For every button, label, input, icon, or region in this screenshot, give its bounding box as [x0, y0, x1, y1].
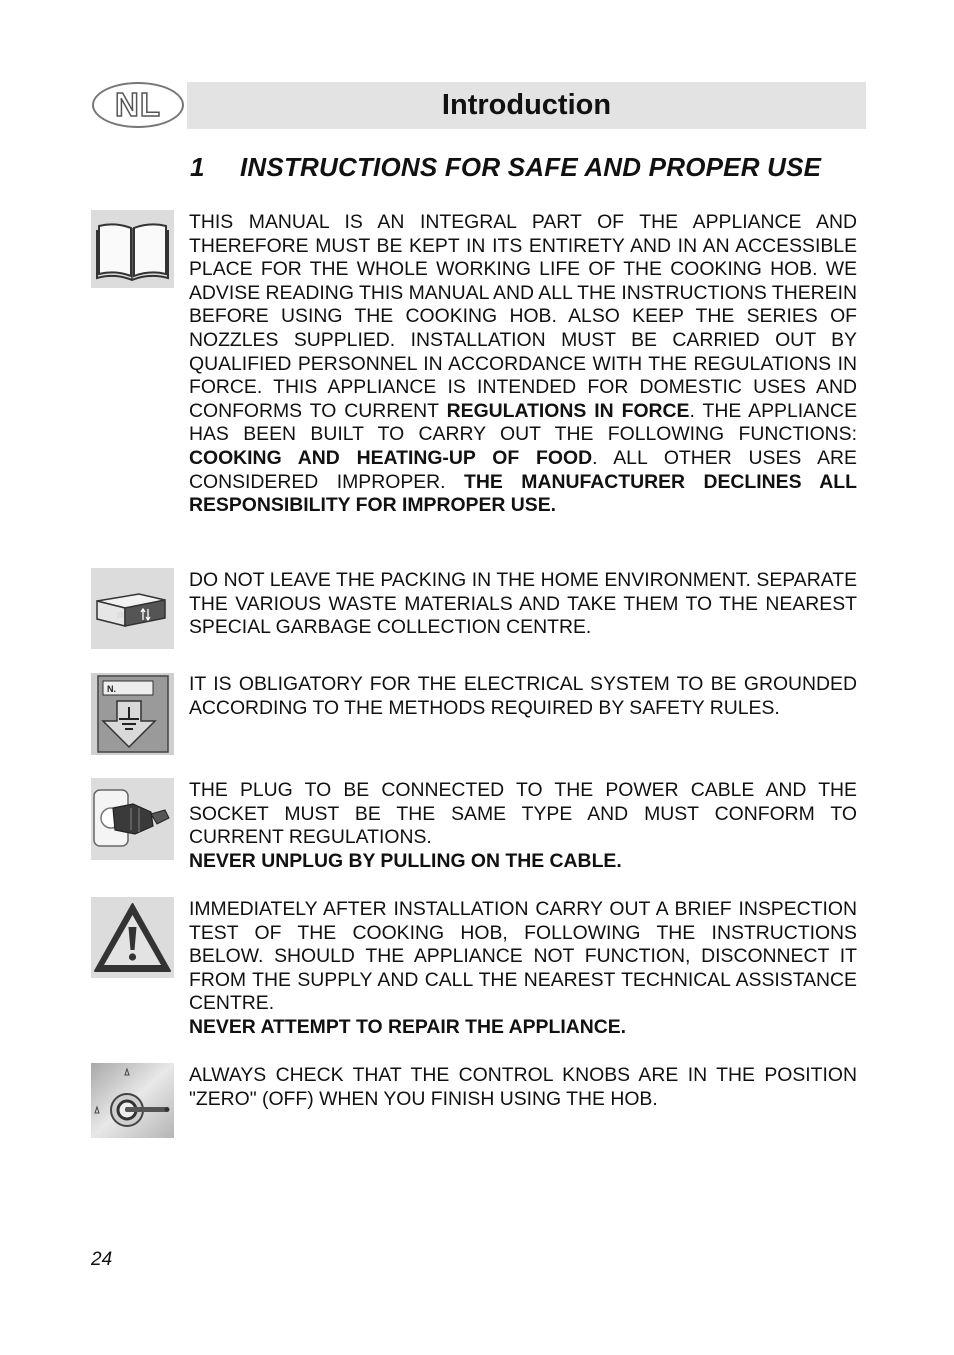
grounding-text: IT IS OBLIGATORY FOR THE ELECTRICAL SYSTEM TO BE GROUNDED ACCORDING TO THE METHODS REQUIRED BY SAFETY RULES.: [189, 673, 857, 719]
control-knob-icon: [91, 1063, 174, 1138]
packing-box-icon: [91, 568, 174, 649]
packing-text: DO NOT LEAVE THE PACKING IN THE HOME ENVIRONMENT. SEPARATE THE VARIOUS WASTE MATERIALS AND TAKE THEM TO THE NEAREST SPECIAL GARBAGE COLLECTION CENTRE.: [189, 569, 857, 639]
section-heading: [190, 152, 821, 183]
open-book-icon: [91, 210, 174, 288]
language-badge: [92, 82, 184, 128]
manual-bold-3: THE MANUFACTURER DECLINES ALL RESPONSIBILITY FOR IMPROPER USE.: [189, 470, 857, 517]
warning-triangle-icon: [91, 897, 174, 978]
header-bar: [187, 82, 866, 129]
knobs-text: ALWAYS CHECK THAT THE CONTROL KNOBS ARE IN THE POSITION "ZERO" (OFF) WHEN YOU FINISH USING THE HOB.: [189, 1064, 857, 1110]
page-title: Introduction: [441, 89, 612, 121]
ground-symbol-icon: [91, 673, 174, 755]
inspection-paragraph: [189, 898, 857, 1040]
plug-socket-icon: [91, 778, 174, 860]
packing-paragraph: [189, 569, 857, 640]
inspection-warning: NEVER ATTEMPT TO REPAIR THE APPLIANCE.: [189, 1015, 627, 1038]
grounding-paragraph: [189, 673, 857, 720]
manual-paragraph: [189, 211, 857, 518]
manual-text-1: THIS MANUAL IS AN INTEGRAL PART OF THE APPLIANCE AND THEREFORE MUST BE KEPT IN ITS ENTIRETY AND IN AN ACCESSIBLE PLACE FOR THE WHOLE WORKING LIFE OF THE COOKING HOB. WE ADVISE READING THIS MANUAL AND ALL THE INSTRUCTIONS THEREIN BEFORE USING THE COOKING HOB. ALSO KEEP THE SERIES OF NOZZLES SUPPLIED. INSTALLATION MUST BE CARRIED OUT BY QUALIFIED PERSONNEL IN ACCORDANCE WITH THE REGULATIONS IN FORCE. THIS APPLIANCE IS INTENDED FOR DOMESTIC USES AND CONFORMS TO CURRENT: [189, 211, 857, 422]
ground-icon-label: N.: [107, 684, 116, 694]
plug-warning: NEVER UNPLUG BY PULLING ON THE CABLE.: [189, 849, 622, 872]
manual-text-3: . ALL OTHER USES ARE CONSIDERED IMPROPER.: [189, 446, 857, 493]
section-number: 1: [190, 152, 205, 182]
inspection-text: IMMEDIATELY AFTER INSTALLATION CARRY OUT A BRIEF INSPECTION TEST OF THE COOKING HOB, FOLLOWING THE INSTRUCTIONS BELOW. SHOULD THE APPLIANCE NOT FUNCTION, DISCONNECT IT FROM THE SUPPLY AND CALL THE NEAREST TECHNICAL ASSISTANCE CENTRE.: [189, 898, 857, 1015]
manual-text-2: . THE APPLIANCE HAS BEEN BUILT TO CARRY OUT THE FOLLOWING FUNCTIONS:: [189, 399, 857, 446]
knobs-paragraph: [189, 1064, 857, 1111]
section-title: INSTRUCTIONS FOR SAFE AND PROPER USE: [240, 152, 822, 182]
page-number: 24: [91, 1249, 113, 1270]
manual-bold-2: COOKING AND HEATING-UP OF FOOD: [189, 446, 593, 469]
plug-text: THE PLUG TO BE CONNECTED TO THE POWER CABLE AND THE SOCKET MUST BE THE SAME TYPE AND MUST CONFORM TO CURRENT REGULATIONS.: [189, 779, 857, 849]
language-code: NL: [115, 86, 161, 123]
plug-paragraph: [189, 779, 857, 873]
manual-bold-1: REGULATIONS IN FORCE: [446, 399, 690, 422]
